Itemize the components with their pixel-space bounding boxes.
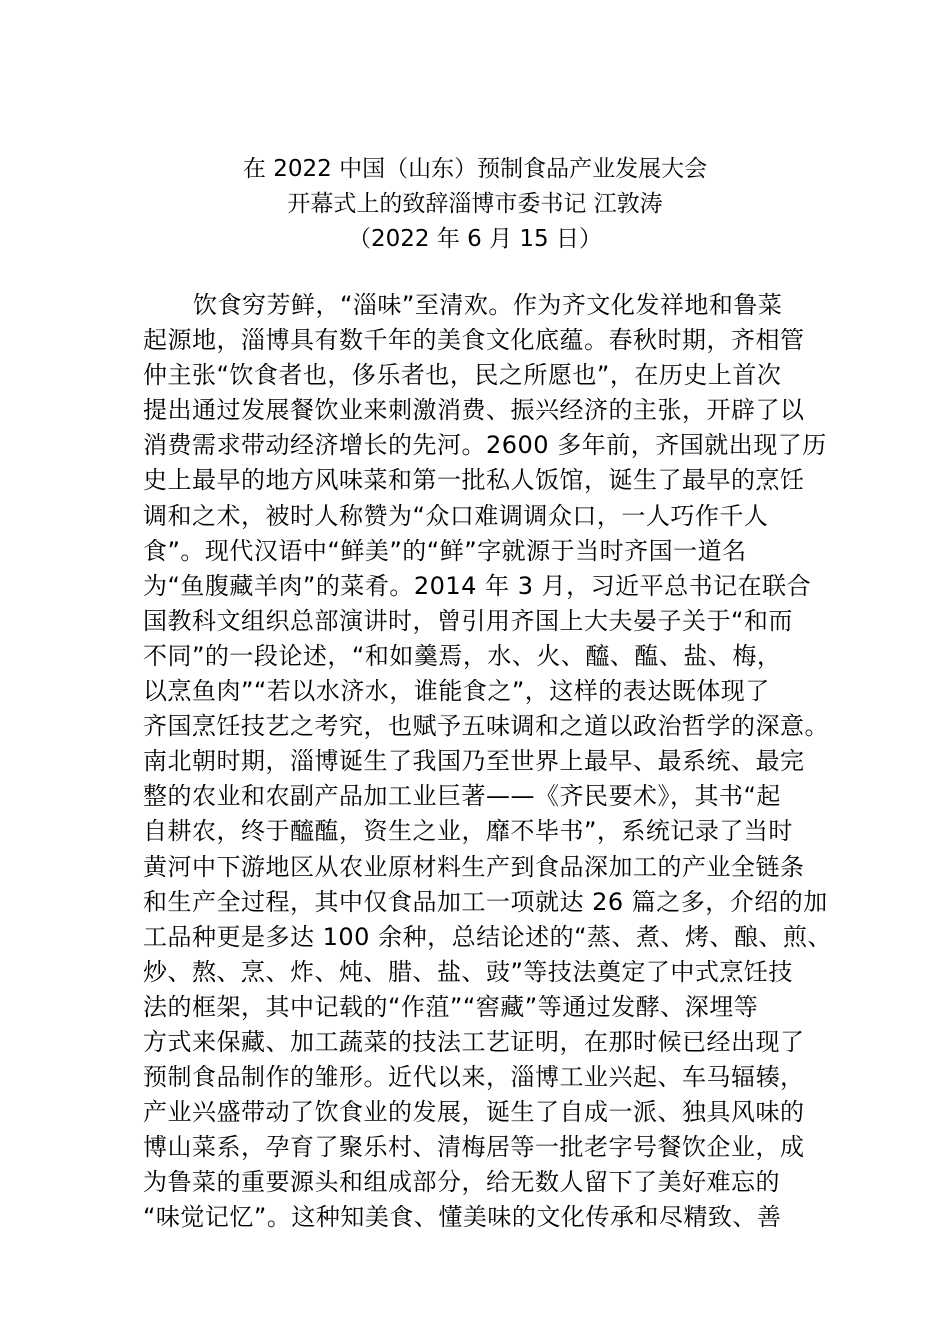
- paragraph-line: 食”。现代汉语中“鲜美”的“鲜”字就源于当时齐国一道名: [143, 536, 747, 565]
- paragraph-line: “味觉记忆”。这种知美食、懂美味的文化传承和尽精致、善: [143, 1203, 782, 1232]
- paragraph-line: 史上最早的地方风味菜和第一批私人饭馆，诞生了最早的烹饪: [143, 466, 805, 495]
- paragraph-line: 起源地，淄博具有数千年的美食文化底蕴。春秋时期，齐相管: [143, 326, 805, 355]
- paragraph-line: 调和之术，被时人称赞为“众口难调调众口，一人巧作千人: [143, 501, 769, 530]
- paragraph-line: 自耕农，终于醯醢，资生之业，靡不毕书”，系统记录了当时: [143, 817, 793, 846]
- paragraph-line: 整的农业和农副产品加工业巨著——《齐民要术》，其书“起: [143, 782, 781, 811]
- paragraph-line: 国教科文组织总部演讲时，曾引用齐国上大夫晏子关于“和而: [143, 606, 793, 635]
- paragraph-line: 饮食穷芳鲜，“淄味”至清欢。作为齐文化发祥地和鲁菜: [193, 291, 783, 319]
- paragraph-line: 法的框架，其中记载的“作菹”“窖藏”等通过发酵、深埋等: [143, 992, 759, 1021]
- paragraph-line: 消费需求带动经济增长的先河。2600 多年前，齐国就出现了历: [143, 431, 827, 460]
- paragraph-line: 为“鱼腹藏羊肉”的菜肴。2014 年 3 月，习近平总书记在联合: [143, 571, 812, 600]
- paragraph-line: 不同”的一段论述，“和如羹焉，水、火、醯、醢、盐、梅，: [143, 641, 782, 670]
- paragraph-line: 工品种更是多达 100 余种，总结论述的“蒸、煮、烤、酿、煎、: [143, 922, 832, 951]
- document-title: [0, 152, 950, 257]
- paragraph-line: 和生产全过程，其中仅食品加工一项就达 26 篇之多，介绍的加: [143, 887, 828, 916]
- paragraph-line: 黄河中下游地区从农业原材料生产到食品深加工的产业全链条: [143, 852, 805, 881]
- paragraph-line: 为鲁菜的重要源头和组成部分，给无数人留下了美好难忘的: [143, 1168, 780, 1197]
- paragraph-line: 以烹鱼肉”“若以水济水，谁能食之”，这样的表达既体现了: [143, 677, 770, 706]
- paragraph-line: 南北朝时期，淄博诞生了我国乃至世界上最早、最系统、最完: [143, 747, 805, 776]
- paragraph-line: 博山菜系，孕育了聚乐村、清梅居等一批老字号餐饮企业，成: [143, 1133, 805, 1162]
- paragraph-line: 炒、熬、烹、炸、炖、腊、盐、豉”等技法奠定了中式烹饪技: [143, 957, 793, 986]
- paragraph-line: 仲主张“饮食者也，侈乐者也，民之所愿也”，在历史上首次: [143, 361, 782, 390]
- paragraph-line: 产业兴盛带动了饮食业的发展，诞生了自成一派、独具风味的: [143, 1098, 805, 1127]
- paragraph-line: 预制食品制作的雏形。近代以来，淄博工业兴起、车马辐辏，: [143, 1063, 805, 1092]
- paragraph-line: 提出通过发展餐饮业来刺激消费、振兴经济的主张，开辟了以: [143, 396, 805, 425]
- paragraph-line: 方式来保藏、加工蔬菜的技法工艺证明，在那时候已经出现了: [143, 1027, 805, 1056]
- title-line-event: 在 2022 中国（山东）预制食品产业发展大会: [242, 156, 708, 182]
- paragraph-line: 齐国烹饪技艺之考究，也赋予五味调和之道以政治哲学的深意。: [143, 712, 829, 741]
- title-line-speaker: 开幕式上的致辞淄博市委书记 江敦涛: [287, 191, 663, 217]
- document-body: [143, 288, 843, 1236]
- title-line-date: （2022 年 6 月 15 日）: [348, 226, 602, 252]
